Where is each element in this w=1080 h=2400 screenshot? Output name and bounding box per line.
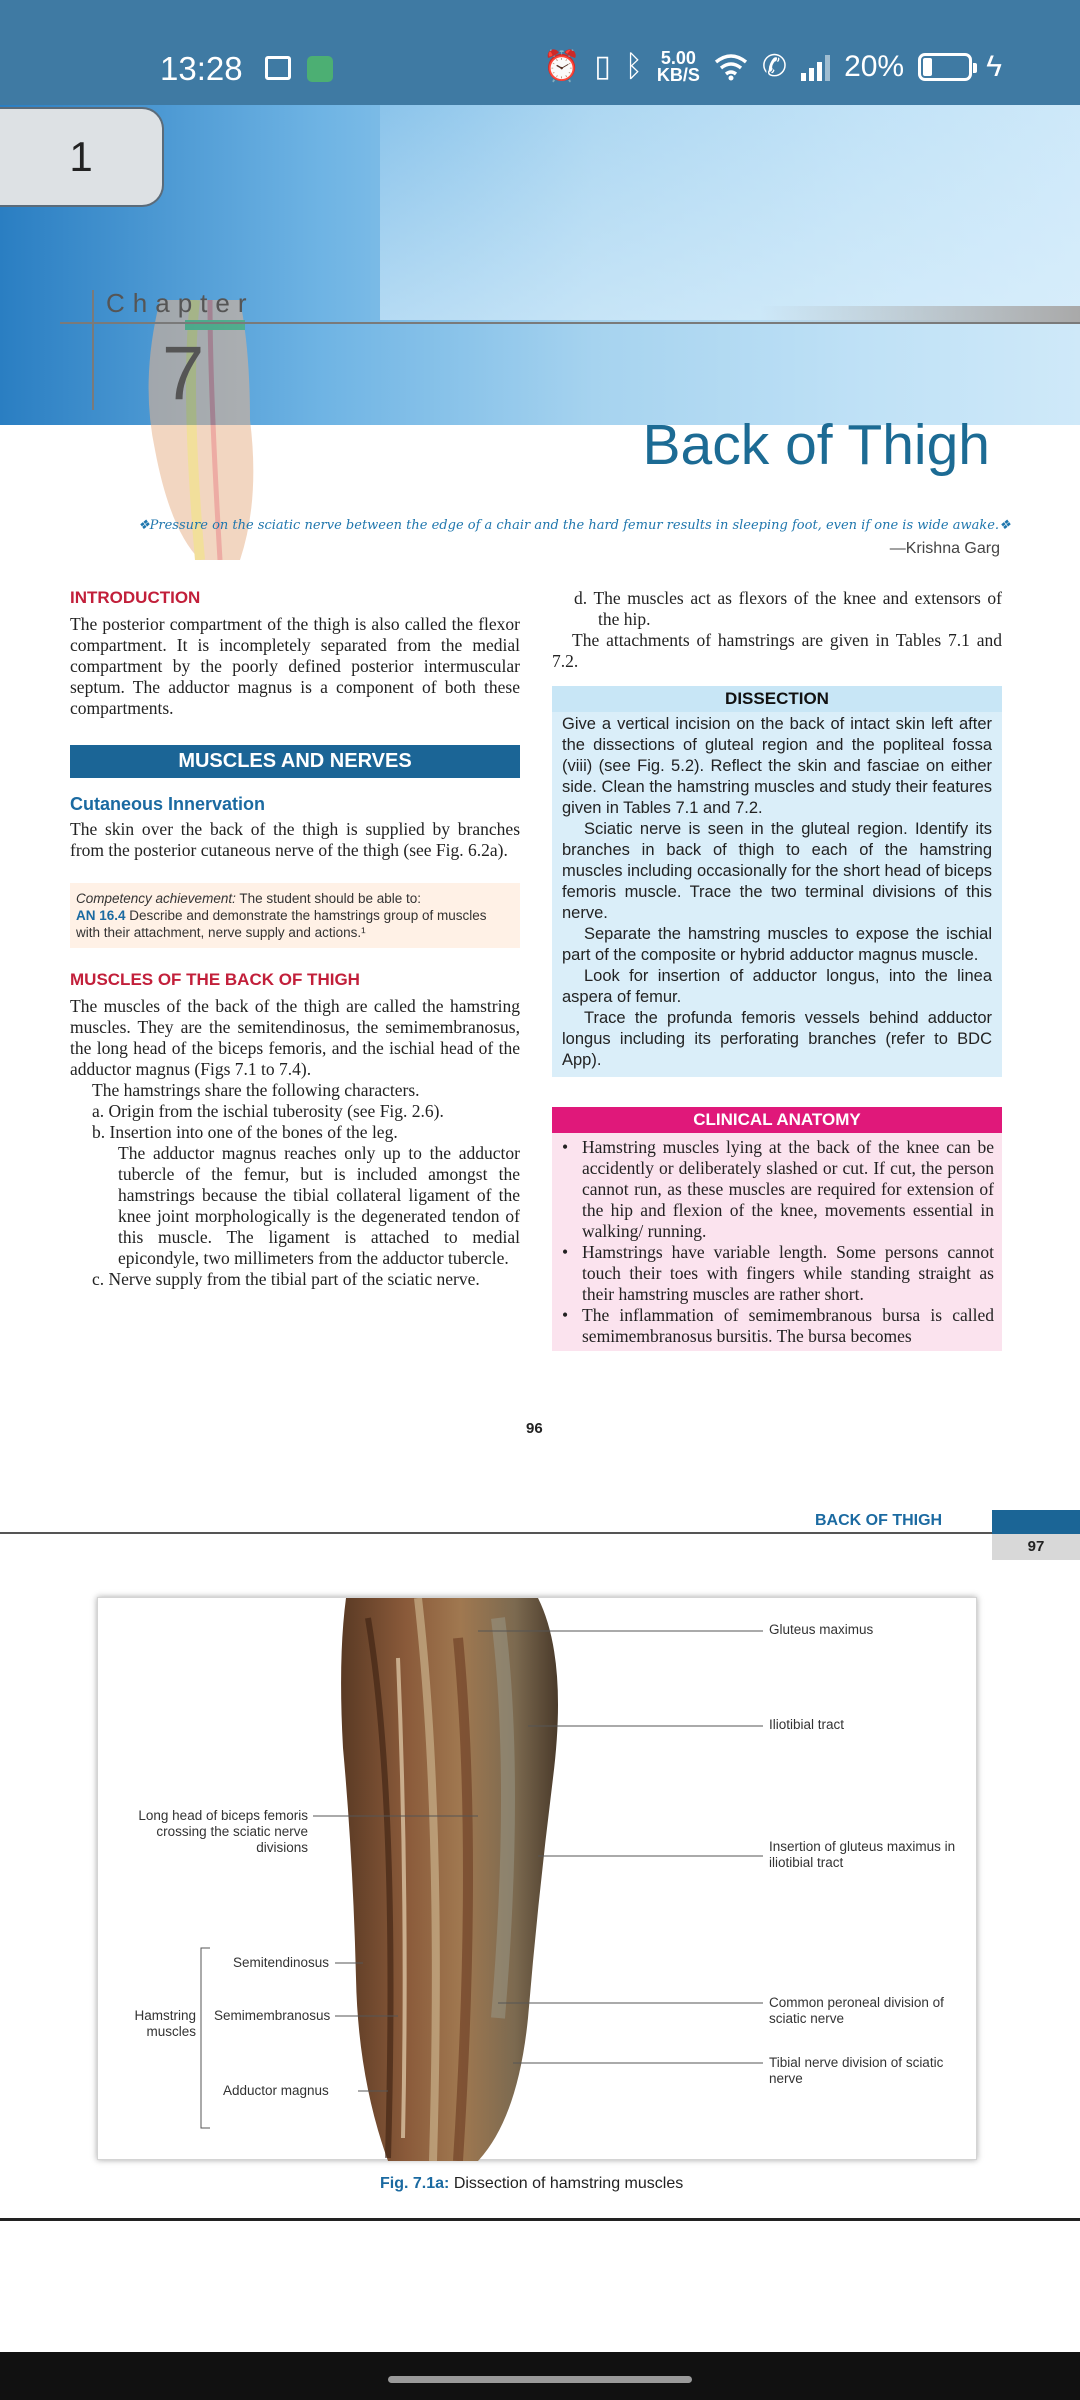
clock: 13:28 <box>160 50 243 87</box>
item-b-detail: The adductor magnus reaches only up to the adductor tubercle of the femur, but is included amongst the hamstrings because the tibial collateral ligament of the knee joint morphologically is the degenerated tendon of this muscle. The ligament is attached to medial epicondyle, two millimeters from the adductor tubercle. <box>118 1143 520 1268</box>
item-a: a. Origin from the ischial tuberosity (see Fig. 2.6). <box>92 1101 444 1121</box>
figure-caption <box>380 2175 683 2193</box>
speed-value: 5.00 <box>660 48 696 68</box>
page-number-96: 96 <box>526 1420 543 1437</box>
dissection-heading: DISSECTION <box>552 686 1002 712</box>
chapter-vertical-rule <box>92 290 94 410</box>
clinical-bullet: • The inflammation of semimembranous bursa is called semimembranosus bursitis. The bursa becomes <box>560 1305 994 1347</box>
dissection-box <box>552 686 1002 1077</box>
clinical-box <box>552 1107 1002 1351</box>
label-semimembranosus: Semimembranosus <box>214 2008 331 2023</box>
status-bar <box>0 0 1080 105</box>
chapter-rule <box>60 322 1080 324</box>
muscles-nerves-heading: MUSCLES AND NERVES <box>70 745 520 778</box>
battery-icon <box>918 53 972 81</box>
muscles-back-heading: MUSCLES OF THE BACK OF THIGH <box>70 970 360 989</box>
right-column <box>552 588 1002 1351</box>
label-semitendinosus: Semitendinosus <box>233 1955 330 1970</box>
label-iliotibial-tract: Iliotibial tract <box>769 1717 845 1732</box>
chapter-number: 7 <box>162 331 205 416</box>
header-fade <box>380 105 1080 320</box>
attachments-text: The attachments of hamstrings are given in Tables 7.1 and 7.2. <box>552 630 1002 671</box>
left-column <box>70 588 520 1290</box>
bluetooth-icon: ᛒ <box>624 50 643 83</box>
notification-box-icon <box>265 56 291 80</box>
shield-icon <box>307 56 333 82</box>
competency-box <box>70 883 520 948</box>
figure-caption-label: Fig. 7.1a: <box>380 2175 450 2192</box>
label-gluteus-maximus: Gluteus maximus <box>769 1622 874 1637</box>
wifi-calling-icon: ✆ <box>761 50 788 83</box>
dissection-p4: Look for insertion of adductor longus, into the linea aspera of femur. <box>562 967 992 1006</box>
dissection-figure <box>97 1597 977 2160</box>
chapter-title: Back of Thigh <box>642 413 990 477</box>
alarm-icon: ⏰ <box>543 50 581 83</box>
figure-caption-text: Dissection of hamstring muscles <box>453 2175 684 2192</box>
label-long-head-biceps: Long head of biceps femoris crossing the sciatic nerve divisions <box>138 1808 308 1855</box>
running-title: BACK OF THIGH <box>815 1512 943 1529</box>
cutaneous-text: The skin over the back of the thigh is supplied by branches from the posterior cutaneous nerve of the thigh (see Fig. 6.2a). <box>70 819 520 860</box>
battery-percent: 20% <box>844 50 905 83</box>
quote-author: —Krishna Garg <box>889 540 1000 557</box>
home-gesture-handle[interactable] <box>388 2376 692 2383</box>
label-common-peroneal: Common peroneal division of sciatic nerve <box>769 1995 944 2026</box>
dissection-p2: Sciatic nerve is seen in the gluteal region. Identify its branches in back of thigh to each of the hamstring muscles including occasionally for the short head of biceps femoris muscle. Trace the two terminal divisions of this nerve. <box>562 820 992 922</box>
item-b: b. Insertion into one of the bones of the leg. <box>92 1122 398 1142</box>
competency-label: Competency achievement: <box>76 891 236 906</box>
chapter-rule-shade <box>760 306 1080 322</box>
item-c: c. Nerve supply from the tibial part of the sciatic nerve. <box>92 1269 480 1289</box>
dissection-p5: Trace the profunda femoris vessels behind adductor longus including its perforating branches (refer to BDC App). <box>562 1009 992 1069</box>
clinical-bullet: • Hamstring muscles lying at the back of the knee can be accidently or deliberately slashed or cut. If cut, the person cannot run, as these muscles are required for extension of the hip and flexion of the knee, movements essential in walking/ running. <box>560 1137 994 1242</box>
signal-icon <box>801 53 830 81</box>
competency-code: AN 16.4 <box>76 908 126 923</box>
speed-unit: KB/S <box>656 65 700 85</box>
label-tibial-nerve: Tibial nerve division of sciatic nerve <box>769 2055 944 2086</box>
label-insertion-gluteus: Insertion of gluteus maximus in iliotibial tract <box>769 1839 956 1870</box>
bottom-panel <box>0 2221 1080 2351</box>
item-d: d. The muscles act as flexors of the knee and extensors of the hip. <box>574 588 1002 629</box>
wifi-icon <box>714 53 748 81</box>
dissection-p3: Separate the hamstring muscles to expose the ischial part of the composite or hybrid adductor magnus muscle. <box>562 925 992 964</box>
label-hamstring-muscles: Hamstring muscles <box>134 2008 196 2039</box>
clinical-heading: CLINICAL ANATOMY <box>552 1107 1002 1133</box>
chapter-word: Chapter <box>106 288 255 318</box>
page97-rule <box>0 1532 992 1534</box>
network-speed <box>657 50 700 84</box>
page-number-97: 97 <box>992 1534 1080 1560</box>
competency-text: The student should be able to: <box>239 891 421 906</box>
characters-intro: The hamstrings share the following characters. <box>92 1080 420 1100</box>
cutaneous-heading: Cutaneous Innervation <box>70 794 266 814</box>
vibrate-icon: ▯ <box>594 50 611 83</box>
dissection-p1: Give a vertical incision on the back of intact skin left after the dissections of gluteal region and the popliteal fossa (viii) (see Fig. 5.2). Reflect the skin and fasciae on either side. Clean the hamstring muscles and study their features given in Tables 7.1 and 7.2. <box>562 715 992 817</box>
page-badge[interactable]: 1 <box>0 107 164 207</box>
competency-detail: Describe and demonstrate the hamstrings group of muscles with their attachment, nerve supply and actions.¹ <box>76 908 487 940</box>
chapter-quote: ❖Pressure on the sciatic nerve between the edge of a chair and the hard femur results in sleeping foot, even if one is wide awake.❖ <box>138 518 1011 533</box>
charging-icon: ϟ <box>986 50 1002 83</box>
introduction-text: The posterior compartment of the thigh is also called the flexor compartment. It is incompletely separated from the medial compartment by the poorly defined posterior intermuscular septum. The adductor magnus is a component of both these compartments. <box>70 614 520 718</box>
label-adductor-magnus: Adductor magnus <box>223 2083 329 2098</box>
page97-tab <box>992 1510 1080 1534</box>
muscles-back-text: The muscles of the back of the thigh are called the hamstring muscles. They are the semitendinosus, the semimembranosus, the long head of the biceps femoris, and the ischial head of the adductor magnus (Figs 7.1 to 7.4). <box>70 996 520 1079</box>
clinical-bullet: • Hamstrings have variable length. Some persons cannot touch their toes with fingers while standing straight as their hamstring muscles are rather short. <box>560 1242 994 1305</box>
introduction-heading: INTRODUCTION <box>70 588 201 607</box>
